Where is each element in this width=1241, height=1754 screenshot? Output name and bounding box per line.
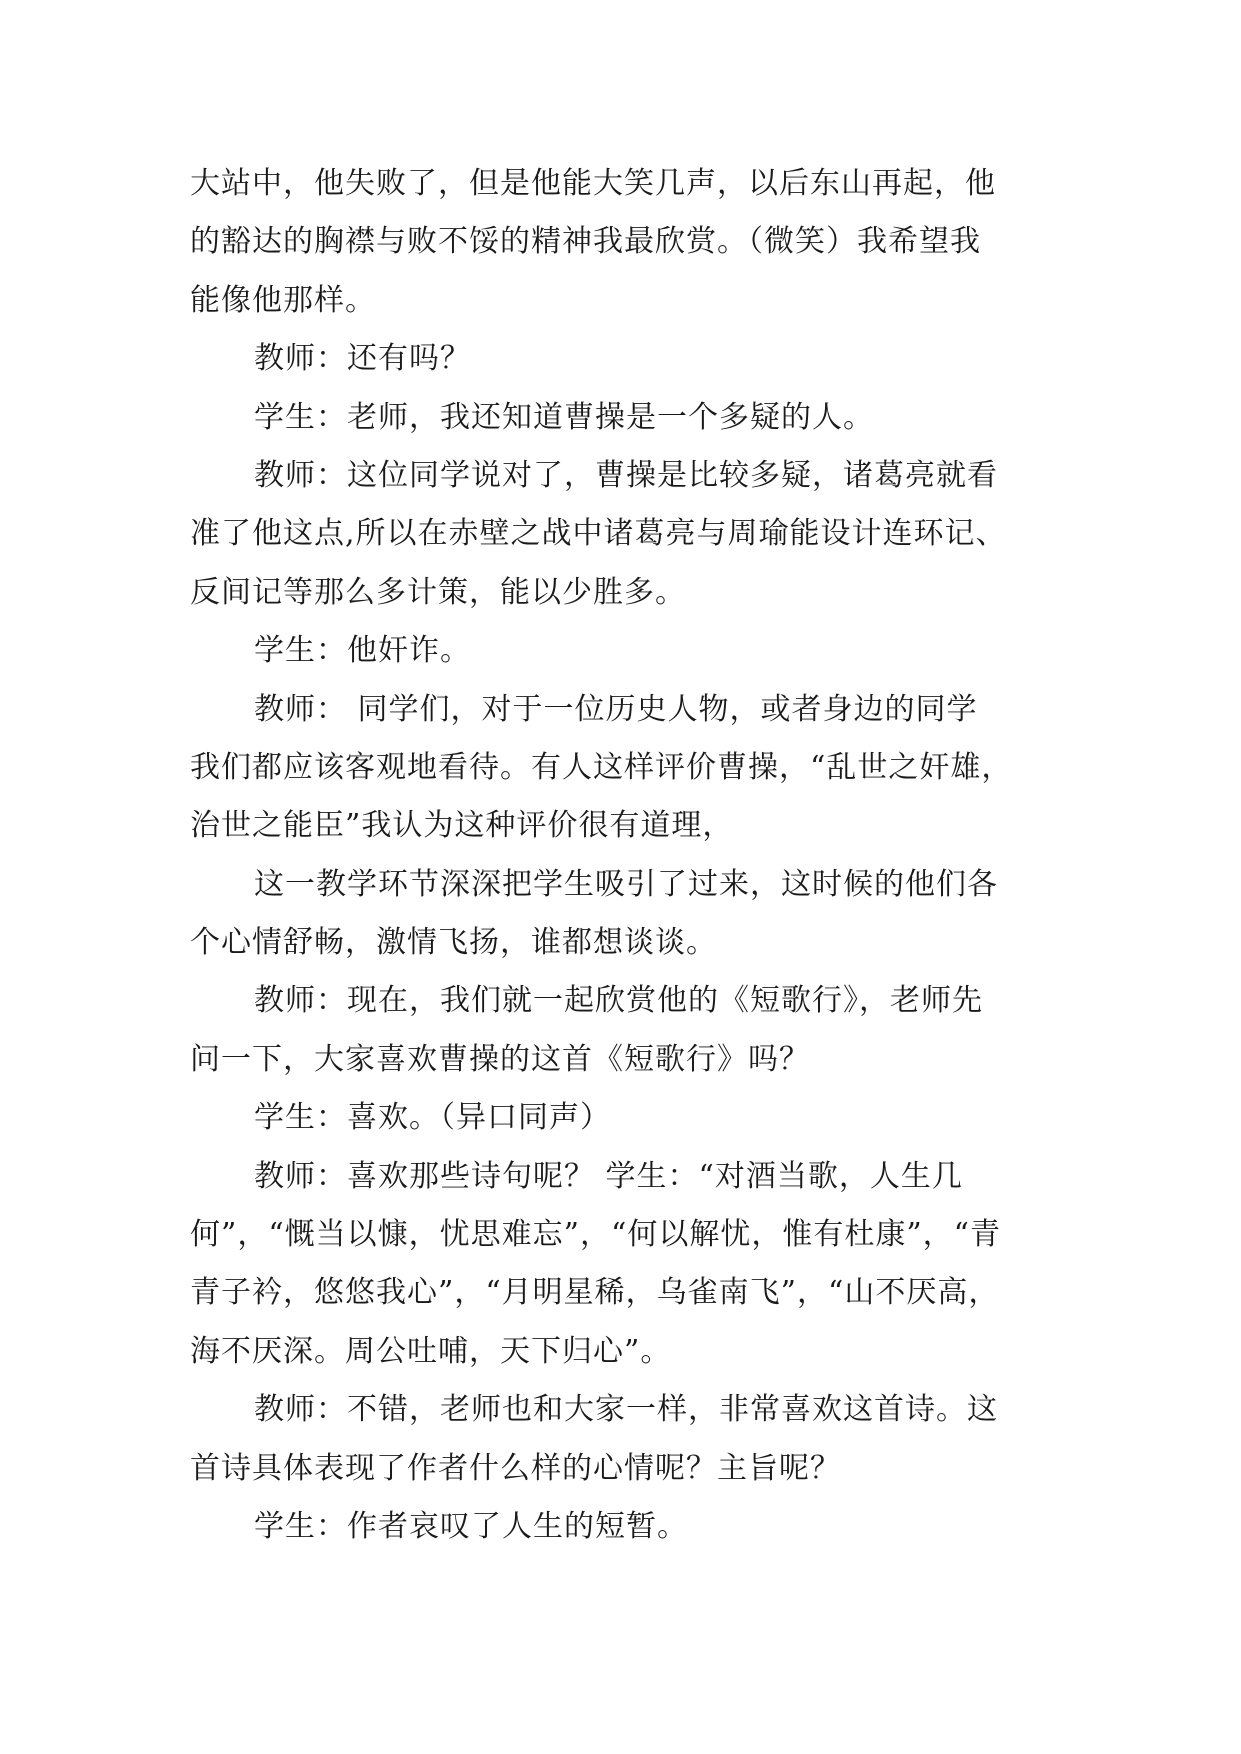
text-line: 海不厌深。周公吐哺，天下归心”。 (190, 1333, 672, 1369)
text-line: 的豁达的胸襟与败不馁的精神我最欣赏。（微笑）我希望我 (190, 224, 981, 260)
text-line: 教师：现在，我们就一起欣赏他的《短歌行》，老师先 (254, 983, 983, 1019)
text-line: 学生：喜欢。（异口同声） (254, 1100, 611, 1136)
document-body (190, 155, 1060, 1556)
text-line: 教师：这位同学说对了，曹操是比较多疑，诸葛亮就看 (254, 457, 998, 493)
text-line: 教师：喜欢那些诗句呢？ 学生：“对酒当歌，人生几 (254, 1158, 963, 1194)
text-line: 教师：还有吗？ (254, 341, 471, 377)
text-line: 我们都应该客观地看待。有人这样评价曹操，“乱世之奸雄， (190, 749, 1013, 785)
text-line: 治世之能臣”我认为这种评价很有道理， (190, 808, 734, 844)
text-line: 能像他那样。 (190, 282, 376, 318)
text-line: 这一教学环节深深把学生吸引了过来，这时候的他们各 (254, 866, 998, 902)
text-line: 学生：他奸诈。 (254, 633, 471, 669)
text-line: 个心情舒畅，激情飞扬，谁都想谈谈。 (190, 925, 717, 961)
text-line: 青子衿，悠悠我心”，“月明星稀，乌雀南飞”，“山不厌高， (190, 1275, 1000, 1311)
text-line: 学生：作者哀叹了人生的短暂。 (254, 1508, 688, 1544)
text-line: 学生：老师，我还知道曹操是一个多疑的人。 (254, 399, 874, 435)
text-line: 大站中，他失败了，但是他能大笑几声，以后东山再起，他 (190, 166, 996, 201)
text-line: 准了他这点,所以在赤壁之战中诸葛亮与周瑜能设计连环记、 (190, 516, 1007, 552)
text-line: 首诗具体表现了作者什么样的心情呢？主旨呢？ (190, 1450, 841, 1486)
text-line: 问一下，大家喜欢曹操的这首《短歌行》吗？ (190, 1041, 810, 1077)
text-line: 何”，“慨当以慷，忧思难忘”，“何以解忧，惟有杜康”，“青 (190, 1217, 1002, 1253)
text-line: 反间记等那么多计策，能以少胜多。 (190, 574, 686, 610)
text-line: 教师：不错，老师也和大家一样，非常喜欢这首诗。这 (254, 1392, 998, 1428)
text-line: 教师： 同学们，对于一位历史人物，或者身边的同学 (254, 691, 978, 727)
